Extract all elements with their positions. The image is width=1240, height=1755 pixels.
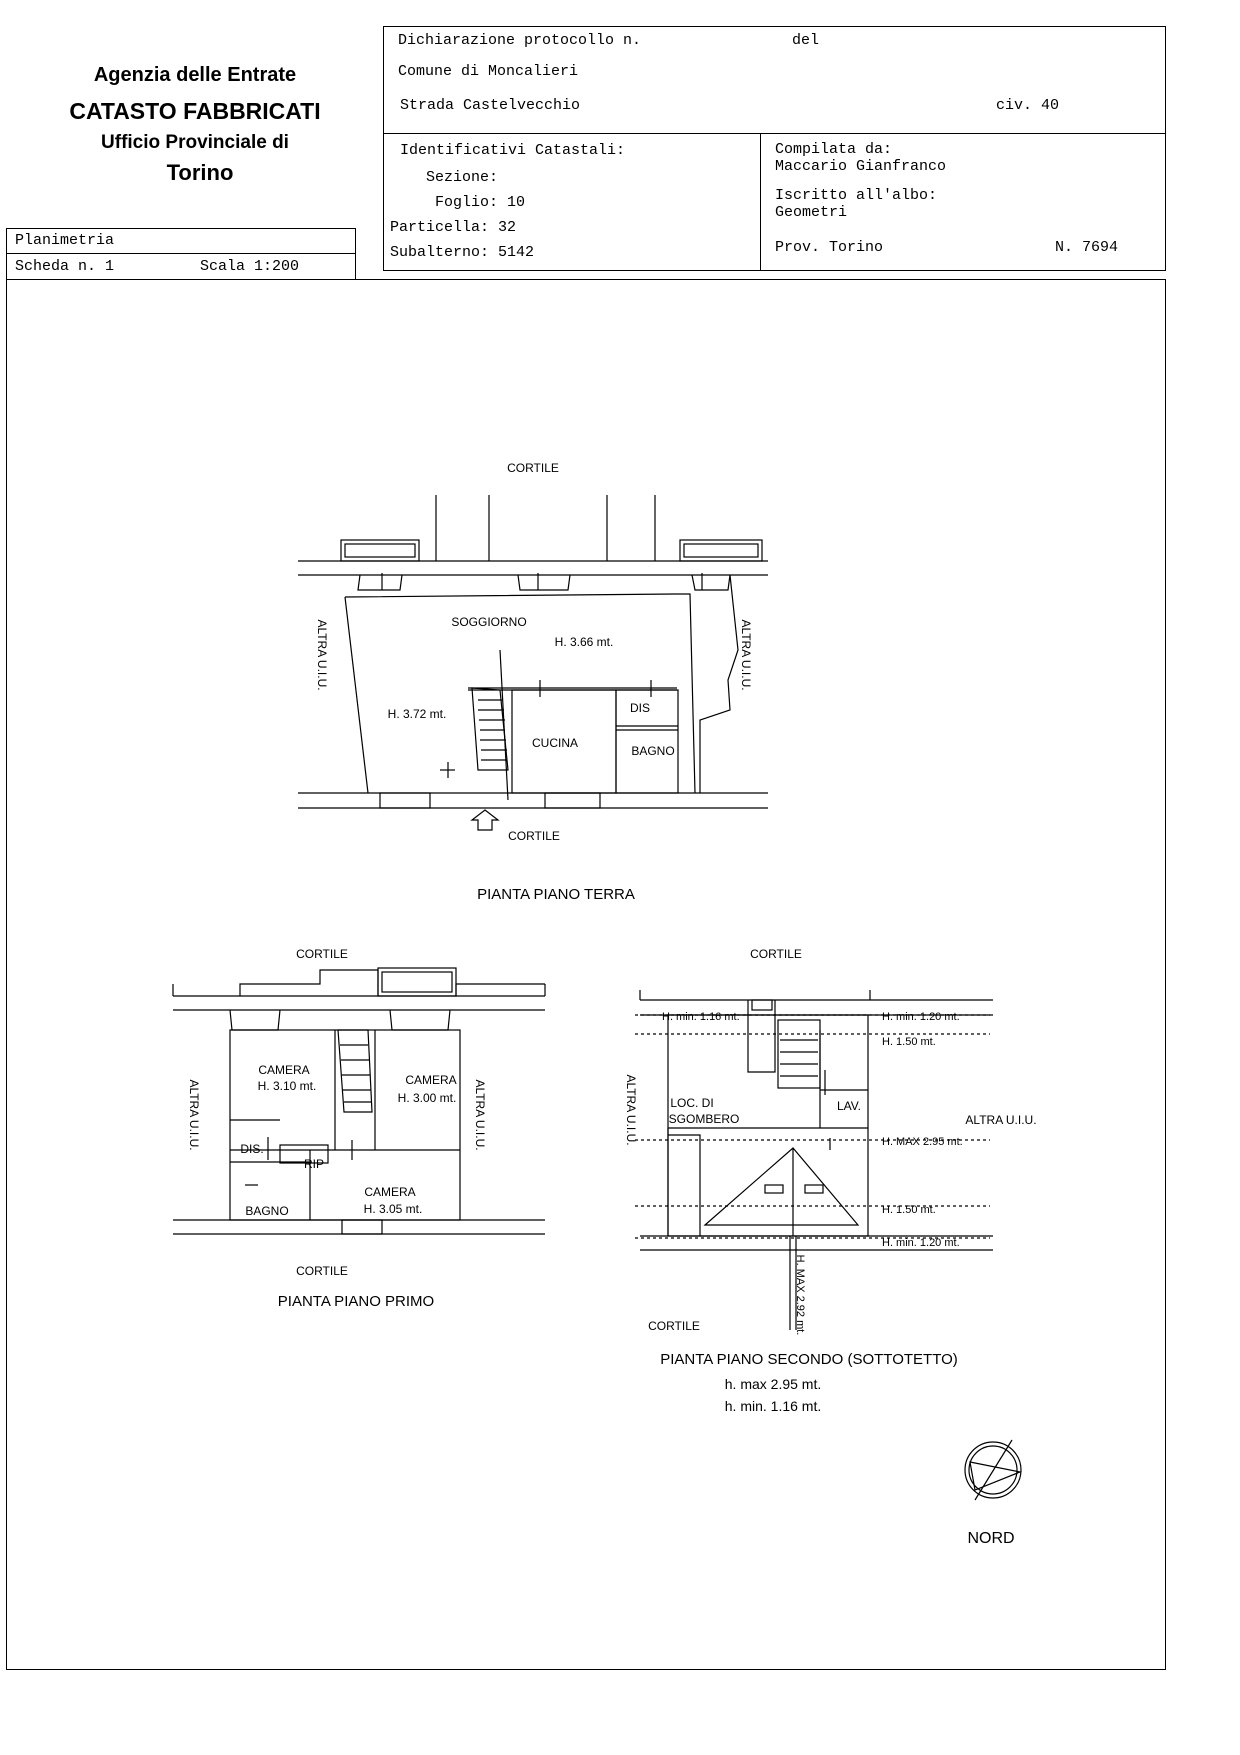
- civic-number: civ. 40: [996, 97, 1060, 114]
- cucina-label: CUCINA: [531, 736, 579, 750]
- province-label: Prov. Torino: [775, 239, 884, 256]
- comune-label: Comune di Moncalieri: [398, 63, 579, 80]
- compiler-label: Compilata da:: [775, 141, 893, 158]
- agency-name: Agenzia delle Entrate: [93, 64, 297, 86]
- soggiorno-height-2: H. 3.72 mt.: [387, 707, 447, 721]
- compiler-name: Maccario Gianfranco: [775, 158, 947, 175]
- north-label: NORD: [967, 1530, 1015, 1547]
- camera-2-label: CAMERA: [405, 1073, 457, 1087]
- hmin-120-top-label: H. min. 1.20 mt.: [882, 1011, 960, 1023]
- primo-title: PIANTA PIANO PRIMO: [277, 1293, 435, 1310]
- terra-altra-left: ALTRA U.I.U.: [315, 619, 329, 691]
- soggiorno-label: SOGGIORNO: [451, 615, 527, 629]
- catasto-title: CATASTO FABBRICATI: [69, 98, 321, 124]
- second-floor-plan: [635, 990, 993, 1330]
- foglio-label: Foglio: 10: [435, 194, 526, 211]
- province-name: Torino: [166, 160, 234, 185]
- secondo-hmin: h. min. 1.16 mt.: [724, 1398, 822, 1414]
- hmin-116-label: H. min. 1.16 mt.: [662, 1011, 740, 1023]
- h150-bot-label: H. 1.50 mt.: [882, 1204, 936, 1216]
- ufficio-label: Ufficio Provinciale di: [101, 132, 289, 153]
- street-label: Strada Castelvecchio: [400, 97, 581, 114]
- loc-sgombero-label-2: SGOMBERO: [668, 1112, 740, 1126]
- camera-3-height: H. 3.05 mt.: [363, 1202, 423, 1216]
- secondo-altra-left: ALTRA U.I.U.: [624, 1074, 638, 1146]
- protocol-label: Dichiarazione protocollo n.: [398, 32, 642, 49]
- terra-cortile-bottom: CORTILE: [508, 829, 560, 843]
- secondo-cortile-top: CORTILE: [750, 947, 802, 961]
- subalterno-label: Subalterno: 5142: [390, 244, 535, 261]
- secondo-altra-right: ALTRA U.I.U.: [965, 1113, 1037, 1127]
- soggiorno-height: H. 3.66 mt.: [554, 635, 614, 649]
- primo-altra-left: ALTRA U.I.U.: [187, 1079, 201, 1151]
- particella-label: Particella: 32: [390, 219, 517, 236]
- scala-label: Scala 1:200: [200, 258, 300, 275]
- first-floor-plan: [173, 968, 545, 1234]
- terra-title: PIANTA PIANO TERRA: [477, 886, 635, 903]
- primo-bagno-label: BAGNO: [245, 1204, 289, 1218]
- h150-top-label: H. 1.50 mt.: [882, 1036, 936, 1048]
- camera-2-height: H. 3.00 mt.: [397, 1091, 457, 1105]
- terra-bagno-label: BAGNO: [631, 744, 675, 758]
- hmax-295-label: H. MAX 2.95 mt.: [882, 1136, 963, 1148]
- hmin-120-bot-label: H. min. 1.20 mt.: [882, 1237, 960, 1249]
- camera-1-height: H. 3.10 mt.: [257, 1079, 317, 1093]
- terra-dis-label: DIS: [629, 701, 651, 715]
- planimetria-label: Planimetria: [15, 232, 115, 249]
- primo-altra-mid: ALTRA U.I.U.: [473, 1079, 487, 1151]
- camera-3-label: CAMERA: [364, 1185, 416, 1199]
- secondo-cortile-bottom: CORTILE: [648, 1319, 700, 1333]
- albo-number: N. 7694: [1055, 239, 1119, 256]
- primo-cortile-top: CORTILE: [296, 947, 348, 961]
- sezione-label: Sezione:: [426, 169, 499, 186]
- ids-title: Identificativi Catastali:: [400, 142, 626, 159]
- loc-sgombero-label-1: LOC. DI: [670, 1096, 714, 1110]
- terra-cortile-top: CORTILE: [507, 461, 559, 475]
- lav-label: LAV.: [836, 1099, 862, 1113]
- scheda-label: Scheda n. 1: [15, 258, 115, 275]
- del-label: del: [792, 32, 820, 49]
- primo-cortile-bottom: CORTILE: [296, 1264, 348, 1278]
- albo-label: Iscritto all'albo:: [775, 187, 938, 204]
- secondo-hmax: h. max 2.95 mt.: [724, 1376, 822, 1392]
- north-arrow-icon: [965, 1440, 1021, 1500]
- secondo-title: PIANTA PIANO SECONDO (SOTTOTETTO): [660, 1351, 958, 1368]
- hmax-292-label: H. MAX 2.92 mt.: [794, 1254, 806, 1336]
- rip-label: RIP: [303, 1157, 325, 1171]
- albo-value: Geometri: [775, 204, 848, 221]
- primo-dis-label: DIS.: [240, 1142, 264, 1156]
- terra-altra-right: ALTRA U.I.U.: [739, 619, 753, 691]
- camera-1-label: CAMERA: [258, 1063, 310, 1077]
- ground-floor-plan: [298, 495, 768, 830]
